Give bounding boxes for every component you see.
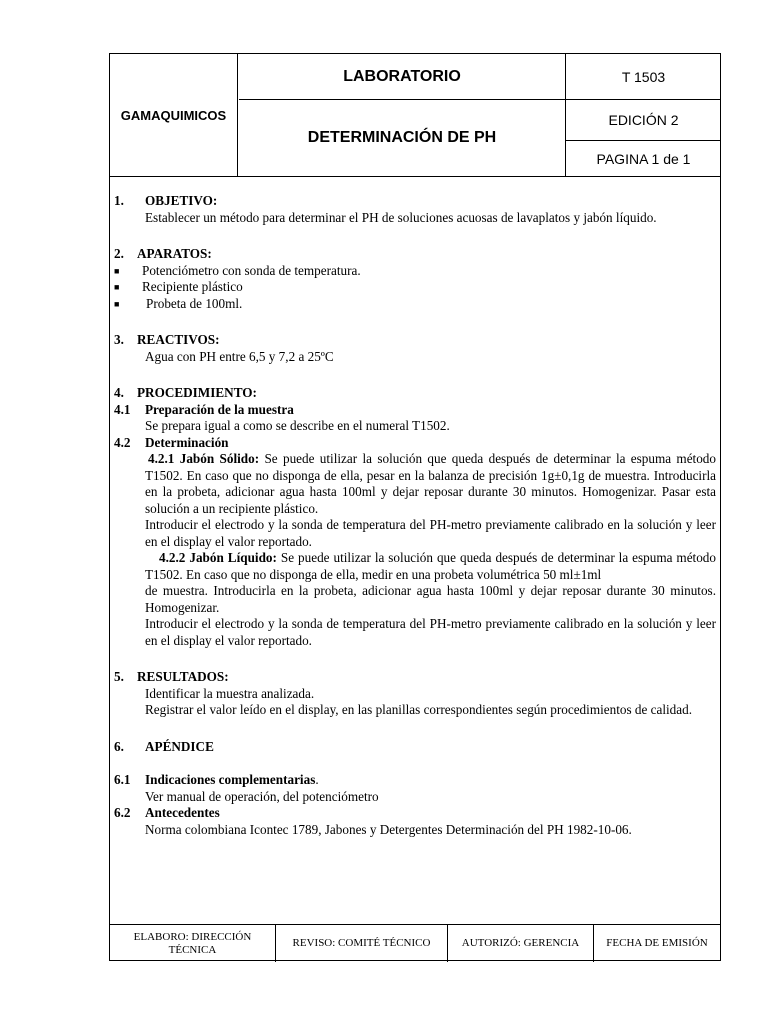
company-name: GAMAQUIMICOS	[110, 54, 238, 176]
header-title-laboratorio: LABORATORIO	[239, 54, 565, 100]
paragraph-jabon-liquido: 4.2.2 Jabón Líquido: Se puede utilizar la solución que queda después de determinar la espuma método T1502. En caso que no disponga de ella, medir en una probeta volumétrica 50 ml±1ml	[145, 550, 716, 582]
section-reactivos-heading: 3. REACTIVOS:	[114, 332, 220, 347]
list-item: ■ Potenciómetro con sonda de temperatura.	[114, 262, 361, 278]
bullet-icon: ■	[114, 282, 120, 292]
footer-autorizo: AUTORIZÓ: GERENCIA	[448, 925, 594, 962]
section-resultados-heading: 5. RESULTADOS:	[114, 669, 229, 684]
section-aparatos-heading: 2. APARATOS:	[114, 246, 212, 261]
footer-fecha-emision: FECHA DE EMISIÓN	[606, 937, 708, 949]
document-body	[114, 193, 716, 838]
footer-elaboro: ELABORO: DIRECCIÓN TÉCNICA	[110, 925, 276, 962]
bullet-icon: ■	[114, 265, 120, 276]
subsection-6-1-text: Ver manual de operación, del potenciómetro	[145, 788, 379, 804]
section-resultados-text-2: Registrar el valor leído en el display, en las planillas correspondientes según procedimientos de calidad.	[145, 702, 692, 717]
paragraph-jabon-liquido-2: de muestra. Introducirla en la probeta, adicionar agua hasta 100ml y dejar reposar durante 30 minutos. Homogenizar.	[145, 583, 716, 615]
paragraph-jabon-solido-2: Introducir el electrodo y la sonda de temperatura del PH-metro previamente calibrado en la solución y leer en el display el valor reportado.	[145, 517, 716, 549]
paragraph-jabon-liquido-3: Introducir el electrodo y la sonda de temperatura del PH-metro previamente calibrado en la solución y leer en el display el valor reportado.	[145, 616, 716, 648]
document-title: DETERMINACIÓN DE PH	[307, 129, 497, 146]
document-code: T 1503	[566, 54, 721, 100]
footer-reviso: REVISO: COMITÉ TÉCNICO	[276, 925, 448, 962]
subsection-6-2-text: Norma colombiana Icontec 1789, Jabones y Detergentes Determinación del PH 1982-10-06.	[145, 821, 632, 837]
header-meta	[565, 54, 721, 176]
subsection-4-2-heading: 4.2 Determinación	[114, 434, 229, 450]
list-item: ■ Probeta de 100ml.	[114, 295, 243, 311]
section-resultados-text-1: Identificar la muestra analizada.	[145, 685, 315, 701]
subsection-4-1-text: Se prepara igual a como se describe en el numeral T1502.	[145, 418, 450, 433]
subsection-6-1-heading: 6.1 Indicaciones complementarias .	[114, 772, 319, 787]
document-page	[109, 53, 721, 961]
document-header	[110, 54, 720, 177]
section-apendice-heading: 6. APÉNDICE	[114, 738, 214, 754]
paragraph-jabon-solido: 4.2.1 Jabón Sólido: Se puede utilizar la solución que queda después de determinar la espuma método T1502. En caso que no disponga de ella, pesar en la balanza de precisión 1g±0,1g de muestra. Introducirla en la probeta, adicionar agua hasta 100ml y dejar reposar durante 30 minutos. Homogenizar. Pasar esta solución a un recipiente plástico.	[145, 451, 716, 516]
subsection-4-1-heading: 4.1 Preparación de la muestra	[114, 401, 294, 417]
bullet-icon: ■	[114, 298, 120, 309]
subsection-6-2-heading: 6.2 Antecedentes	[114, 805, 220, 820]
section-objetivo-text: Establecer un método para determinar el PH de soluciones acuosas de lavaplatos y jabón líquido.	[145, 209, 657, 225]
list-item: ■ Recipiente plástico	[114, 279, 243, 294]
jabon-solido-title: 4.2.1 Jabón Sólido:	[148, 451, 260, 466]
page-number: PAGINA 1 de 1	[596, 150, 691, 167]
edition-label: EDICIÓN 2	[566, 100, 721, 141]
section-reactivos-text: Agua con PH entre 6,5 y 7,2 a 25ºC	[145, 348, 334, 364]
document-footer	[110, 924, 720, 962]
section-objetivo-heading: 1. OBJETIVO:	[114, 193, 218, 208]
jabon-liquido-title: 4.2.2 Jabón Líquido:	[159, 550, 277, 565]
section-procedimiento-heading: 4. PROCEDIMIENTO:	[114, 385, 257, 400]
